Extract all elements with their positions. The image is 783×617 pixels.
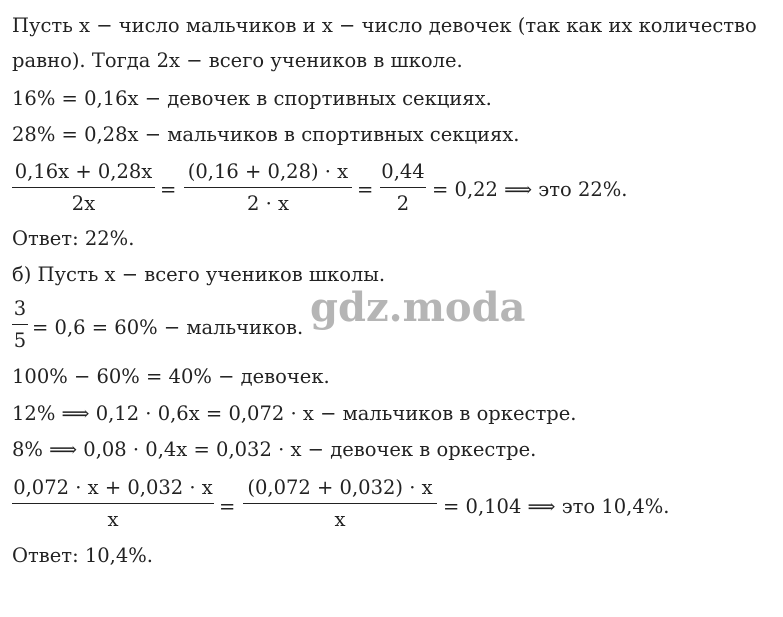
answer-b: Ответ: 10,4%. xyxy=(12,544,153,567)
fraction-1b xyxy=(184,162,352,214)
fraction-denominator: 2 · x xyxy=(247,192,289,216)
fraction-bar xyxy=(12,503,214,505)
equation-result: = 0,22 ⟹ это 22%. xyxy=(432,178,628,201)
fraction-1a xyxy=(12,162,155,214)
text-line-3: 16% = 0,16x − девочек в спортивных секциях. xyxy=(12,87,492,110)
fraction-bar xyxy=(12,187,155,189)
text-line-4: 28% = 0,28x − мальчиков в спортивных секциях. xyxy=(12,123,520,146)
fraction-1c xyxy=(380,162,426,214)
fraction-denominator: x xyxy=(334,508,346,532)
equation-result: = 0,6 = 60% − мальчиков. xyxy=(32,316,304,339)
fraction-3a xyxy=(12,478,214,530)
fraction-bar xyxy=(184,187,352,189)
fraction-numerator: (0,072 + 0,032) · x xyxy=(247,476,433,499)
fraction-bar xyxy=(12,324,28,326)
text-line-2: равно). Тогда 2x − всего учеников в школе. xyxy=(12,49,463,72)
fraction-numerator: (0,16 + 0,28) · x xyxy=(187,160,349,183)
fraction-numerator: 0,16x + 0,28x xyxy=(14,160,153,183)
watermark-logo: gdz.moda xyxy=(310,284,526,331)
equals-sign: = xyxy=(160,178,177,201)
equals-sign: = xyxy=(219,495,236,518)
equals-sign: = xyxy=(357,178,374,201)
text-line-9: 100% − 60% = 40% − девочек. xyxy=(12,365,330,388)
fraction-denominator: x xyxy=(107,508,119,532)
fraction-numerator: 0,44 xyxy=(381,160,425,183)
text-line-11: 8% ⟹ 0,08 · 0,4x = 0,032 · x − девочек в оркестре. xyxy=(12,438,537,461)
fraction-numerator: 3 xyxy=(13,297,27,320)
fraction-denominator: 5 xyxy=(13,329,27,353)
fraction-3b xyxy=(243,478,437,530)
fraction-2 xyxy=(12,299,28,351)
answer-a: Ответ: 22%. xyxy=(12,227,135,250)
text-line-7: б) Пусть x − всего учеников школы. xyxy=(12,263,386,286)
fraction-bar xyxy=(380,187,426,189)
text-line-10: 12% ⟹ 0,12 · 0,6x = 0,072 · x − мальчиков в оркестре. xyxy=(12,402,577,425)
equation-result: = 0,104 ⟹ это 10,4%. xyxy=(443,495,670,518)
fraction-numerator: 0,072 · x + 0,032 · x xyxy=(13,476,213,499)
fraction-denominator: 2x xyxy=(71,192,96,216)
fraction-bar xyxy=(243,503,437,505)
fraction-denominator: 2 xyxy=(396,192,410,216)
text-line-1: Пусть x − число мальчиков и x − число девочек (так как их количество xyxy=(12,14,757,37)
